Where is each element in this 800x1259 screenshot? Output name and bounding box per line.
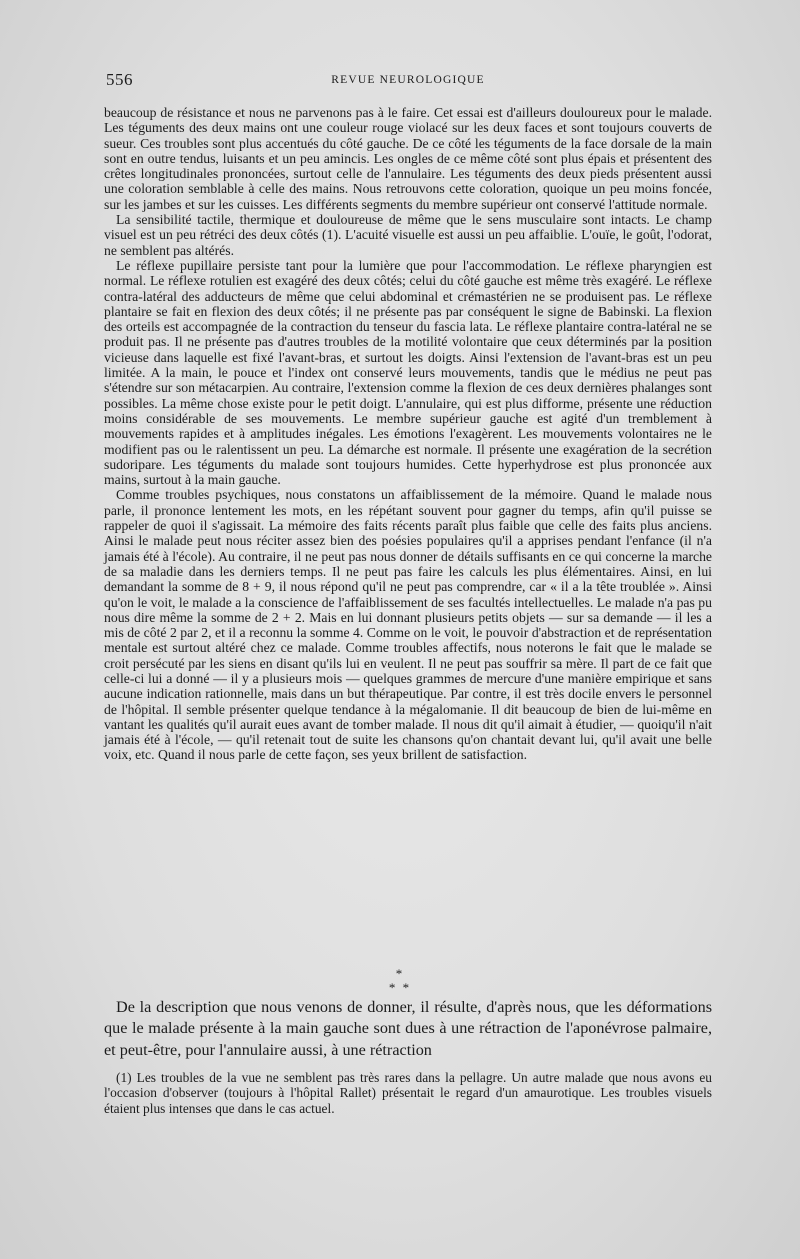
footnote-text: (1) Les troubles de la vue ne semblent pas très rares dans la pellagre. Un autre malade que nous avons eu l'occasion d'observer (toujours à l'hôpital Rallet) présentait le regard d'un amaurotique. Les troubles visuels étaient plus intenses que dans le cas actuel. <box>104 1070 712 1116</box>
paragraph-psychic-troubles: Comme troubles psychiques, nous constatons un affaiblissement de la mémoire. Quand le malade nous parle, il prononce lentement les mots, en les répétant souvent pour gagner du temps, afin qu'il puisse se rappeler de quoi il s'agissait. La mémoire des faits récents paraît plus faible que celle des faits plus anciens. Ainsi le malade peut nous réciter assez bien des poésies populaires qu'il a apprises pendant l'enfance (il n'a jamais été à l'école). Au contraire, il ne peut pas nous donner de détails suffisants en ce qui concerne la marche de sa maladie dans les derniers temps. Il ne peut pas faire les calculs les plus élémentaires. Ainsi, en lui demandant la somme de 8 + 9, il nous répond qu'il ne peut pas comprendre, car « il a la tête troublée ». Ainsi qu'on le voit, le malade a la conscience de l'affaiblissement de ses facultés intellectuelles. Le malade n'a pas pu nous dire même la somme de 2 + 2. Mais en lui donnant plusieurs petits objets — sur sa demande — il les a mis de côté 2 par 2, et il a reconnu la somme 4. Comme on le voit, le pouvoir d'abstraction et de représentation mentale est surtout altéré chez ce malade. Comme troubles affectifs, nous noterons le fait que le malade se croit persécuté par les siens en disant qu'ils lui en veulent. Il ne peut pas souffrir sa mère. Il part de ce fait que celle-ci lui a donné — il y a plusieurs mois — quelques grammes de mercure d'une manière empirique et sans aucune indication rationnelle, mais dans un but thérapeutique. Par contre, il est très docile envers le personnel de l'hôpital. Il semble présenter quelque tendance à la mégalomanie. Il dit beaucoup de bien de lui-même en vantant les qualités qu'il aurait eues avant de tomber malade. Il nous dit qu'il aimait à étudier, — quoiqu'il n'ait jamais été à l'école, — qu'il retenait tout de suite les chansons qu'on chantait devant lui, qu'il avait une belle voix, etc. Quand il nous parle de cette façon, ses yeux brillent de satisfaction. <box>104 487 712 763</box>
footnote <box>104 1070 712 1116</box>
page-header <box>106 70 710 94</box>
page-number: 556 <box>106 70 133 89</box>
asterism-top: * <box>395 966 405 981</box>
body-text <box>104 105 712 763</box>
conclusion-text <box>104 997 712 1061</box>
running-head: REVUE NEUROLOGIQUE <box>331 74 485 86</box>
asterism-bottom: * * <box>388 980 412 995</box>
paragraph-sensibility: La sensibilité tactile, thermique et douloureuse de même que le sens musculaire sont intacts. Le champ visuel est un peu rétréci des deux côtés (1). L'acuité visuelle est aussi un peu affaiblie. L'ouïe, le goût, l'odorat, ne semblent pas altérés. <box>104 212 712 258</box>
paragraph-conclusion: De la description que nous venons de donner, il résulte, d'après nous, que les déformations que le malade présente à la main gauche sont dues à une rétraction de l'aponévrose palmaire, et peut-être, pour l'annulaire aussi, à une rétraction <box>104 998 712 1059</box>
asterism-separator <box>0 967 800 995</box>
paragraph-reflexes: Le réflexe pupillaire persiste tant pour la lumière que pour l'accommodation. Le réflexe pharyngien est normal. Le réflexe rotulien est exagéré des deux côtés; celui du côté gauche est même très exagéré. Le réflexe contra-latéral des adducteurs de même que celui abdominal et crémastérien ne se produisent pas. Le réflexe plantaire se fait en flexion des deux côtés; il ne présente pas par conséquent le signe de Babinski. La flexion des orteils est accompagnée de la contraction du tenseur du fascia lata. Le réflexe plantaire contra-latéral ne se produit pas. Il ne présente pas d'autres troubles de la motilité volontaire que ceux déterminés par la position vicieuse dans laquelle est fixé l'avant-bras, et surtout les doigts. Ainsi l'extension de l'avant-bras est un peu limitée. A la main, le pouce et l'index ont conservé leurs mouvements, tandis que le médius ne peut pas s'étendre sur son métacarpien. Au contraire, l'extension comme la flexion de ces deux dernières phalanges sont possibles. La même chose existe pour le petit doigt. L'annulaire, qui est plus difforme, présente une réduction moins considérable de ses mouvements. Le membre supérieur gauche est agité d'un tremblement à mouvements rapides et à amplitudes inégales. Les émotions l'exagèrent. Les mouvements volontaires ne le modifient pas ou le ralentissent un peu. La démarche est normale. Il présente une exagération de la secrétion sudoripare. Les téguments du malade sont toujours humides. Cette hyperhydrose est plus prononcée aux mains, surtout à la main gauche. <box>104 257 712 488</box>
paragraph-skin-description: beaucoup de résistance et nous ne parvenons pas à le faire. Cet essai est d'ailleurs douloureux pour le malade. Les téguments des deux mains ont une couleur rouge violacé sur les deux faces et sont toujours couverts de sueur. Ces troubles sont plus accentués du côté gauche. De ce côté les téguments de la face dorsale de la main sont en outre tendus, luisants et un peu amincis. Les ongles de ce même côté sont plus épais et présentent des crêtes longitudinales prononcées, surtout celle de l'annulaire. Les téguments des deux pieds présentent aussi une coloration semblable à celle des mains. Nous retrouvons cette coloration, quoique un peu moins foncée, sur les jambes et sur les cuisses. Les différents segments du membre supérieur ont conservé l'attitude normale. <box>104 105 712 212</box>
